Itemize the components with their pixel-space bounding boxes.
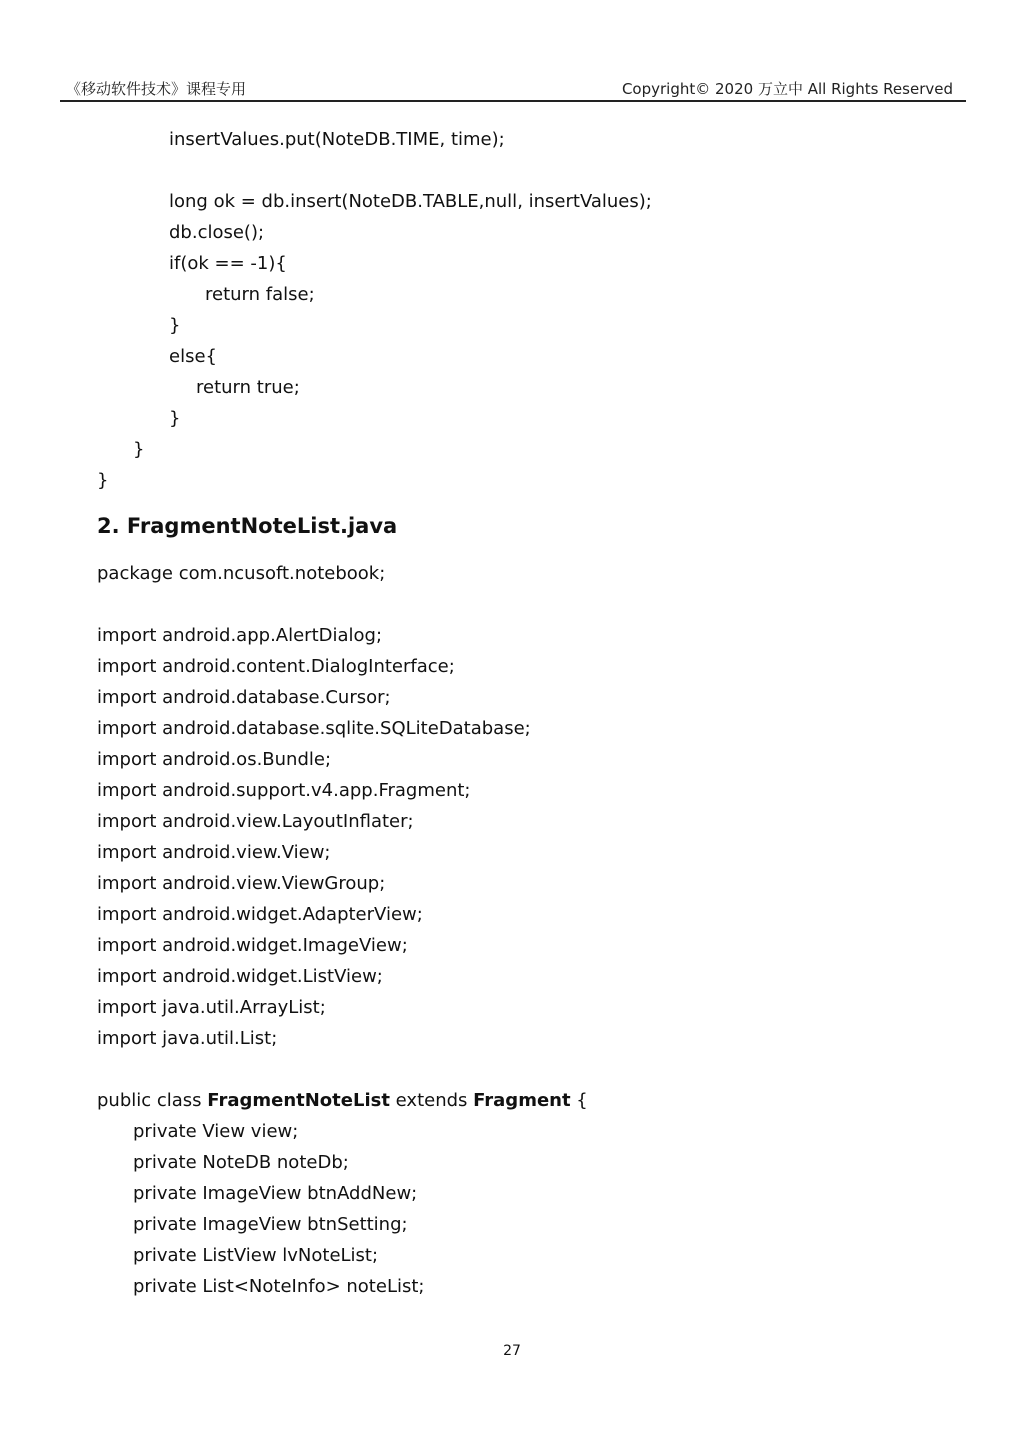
code-line: return false; — [205, 284, 315, 305]
code-line: else{ — [169, 346, 217, 367]
code-line-field: private NoteDB noteDb; — [133, 1152, 349, 1173]
parent-class-name: Fragment — [473, 1090, 571, 1111]
class-name: FragmentNoteList — [207, 1090, 390, 1111]
code-line: long ok = db.insert(NoteDB.TABLE,null, insertValues); — [169, 191, 652, 212]
code-line: insertValues.put(NoteDB.TIME, time); — [169, 129, 505, 150]
code-line-import: import android.view.ViewGroup; — [97, 873, 386, 894]
code-line: } — [169, 315, 181, 336]
code-line-field: private ImageView btnAddNew; — [133, 1183, 418, 1204]
code-line-import: import android.widget.AdapterView; — [97, 904, 423, 925]
code-line: db.close(); — [169, 222, 265, 243]
code-line-import: import android.view.LayoutInflater; — [97, 811, 414, 832]
code-line-import: import android.support.v4.app.Fragment; — [97, 780, 471, 801]
code-line-import: import android.content.DialogInterface; — [97, 656, 455, 677]
code-line-import: import android.widget.ImageView; — [97, 935, 408, 956]
code-line-class-declaration — [97, 1089, 588, 1113]
code-line-import: import android.view.View; — [97, 842, 331, 863]
header-copyright: Copyright© 2020 万立中 All Rights Reserved — [621, 80, 953, 98]
header-course-title: 《移动软件技术》课程专用 — [66, 80, 247, 98]
code-line-import: import android.app.AlertDialog; — [97, 625, 383, 646]
code-line: if(ok == -1){ — [169, 253, 287, 274]
code-line: return true; — [196, 377, 300, 398]
code-line-field: private ImageView btnSetting; — [133, 1214, 408, 1235]
class-keyword-prefix: public class — [97, 1090, 208, 1111]
section-title-text: FragmentNoteList.java — [126, 514, 398, 538]
page-header — [60, 74, 966, 102]
code-line-import: import android.database.sqlite.SQLiteDatabase; — [97, 718, 531, 739]
section-heading — [97, 514, 397, 538]
code-line-import: import android.os.Bundle; — [97, 749, 332, 770]
code-line: } — [97, 470, 109, 491]
code-line: } — [133, 439, 145, 460]
code-line-import: import android.database.Cursor; — [97, 687, 391, 708]
section-number: 2. — [97, 514, 120, 538]
code-line-import: import android.widget.ListView; — [97, 966, 383, 987]
extends-keyword: extends — [389, 1090, 474, 1111]
code-line-field: private ListView lvNoteList; — [133, 1245, 379, 1266]
open-brace: { — [570, 1090, 588, 1111]
code-line: } — [169, 408, 181, 429]
code-line-field: private List<NoteInfo> noteList; — [133, 1276, 425, 1297]
code-line-import: import java.util.List; — [97, 1028, 278, 1049]
code-line-package: package com.ncusoft.notebook; — [97, 563, 386, 584]
page-number: 27 — [503, 1343, 521, 1359]
code-line-import: import java.util.ArrayList; — [97, 997, 326, 1018]
code-line-field: private View view; — [133, 1121, 299, 1142]
header-divider — [60, 100, 966, 102]
